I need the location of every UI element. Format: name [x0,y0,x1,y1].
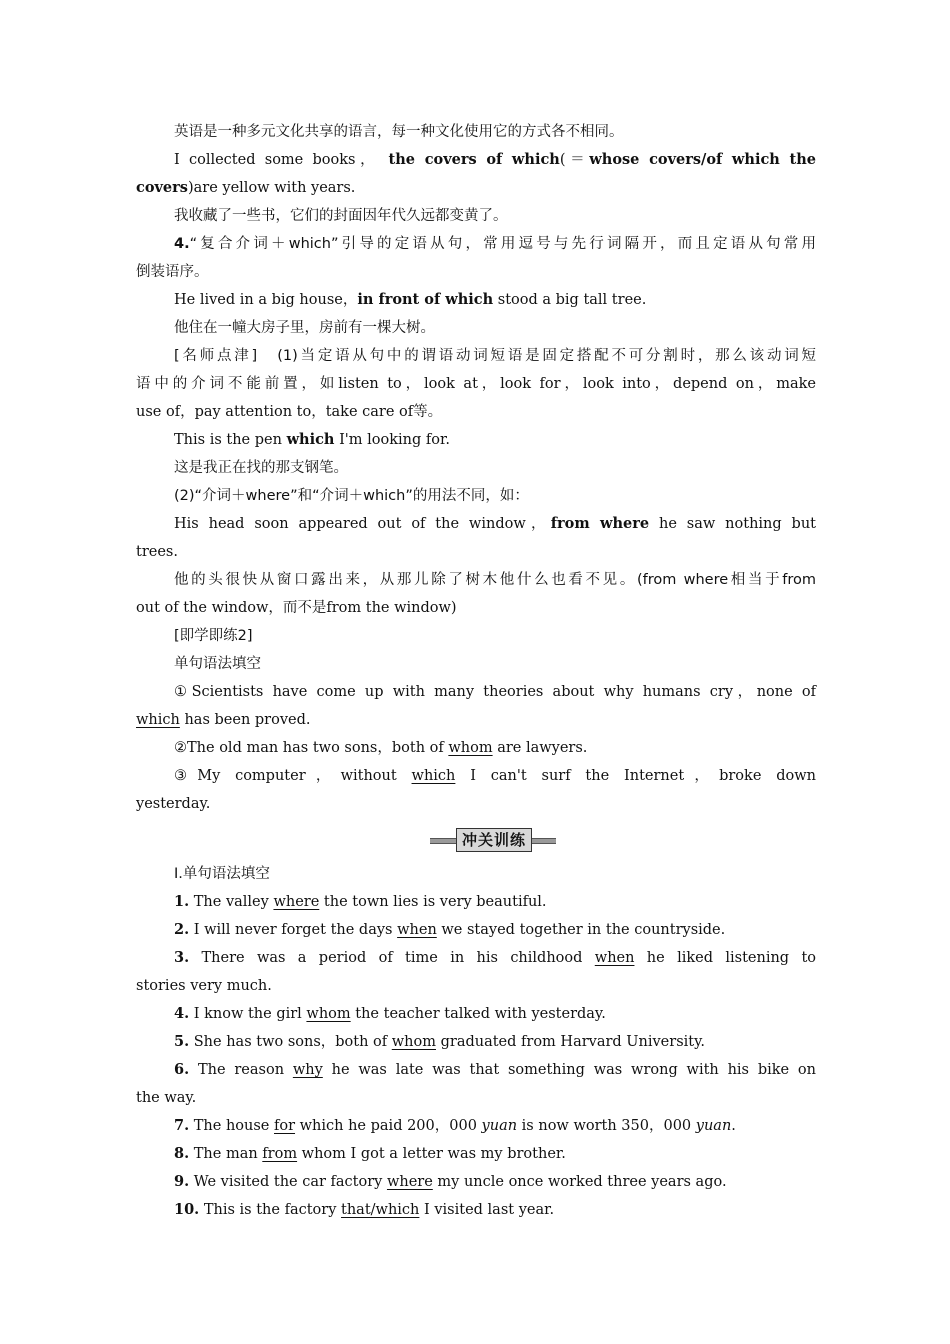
item-number: 6. [174,1061,190,1078]
practice-item: ①Scientists have come up with many theories about why humans cry，none of [174,684,816,700]
answer-blank: whom [391,1034,436,1050]
text-span: I visited last year. [419,1202,555,1218]
text-span: “复合介词＋which”引导的定语从句，常用逗号与先行词隔开，而且定语从句常用 [189,236,816,252]
text-line: 倒装语序。 [136,264,209,280]
text-span: His head soon appeared out of the window， [174,516,551,532]
teacher-tip: [名师点津] (1)当定语从句中的谓语动词短语是固定搭配不可分割时，那么该动词短 [174,348,816,364]
text-span: I collected some books， [174,152,380,168]
answer-blank: where [273,894,320,910]
answer-blank: when [594,950,635,966]
exercise-item [174,888,816,916]
practice-item [174,734,816,762]
translation: 这是我正在找的那支钢笔。 [174,460,348,476]
answer-blank: where [386,1174,433,1190]
text-span: )are yellow with years. [187,180,356,196]
text-span: he was late was that something was wrong with his bike on [322,1062,816,1078]
translation: 他的头很快从窗口露出来，从那儿除了树木他什么也看不见。(from where相当于from [174,572,816,588]
item-number: 9. [174,1173,190,1190]
translation: 他住在一幢大房子里，房前有一棵大树。 [174,320,435,336]
example-sentence-cont [136,174,816,202]
rule-point [174,230,816,258]
exercise-item-cont: stories very much. [136,978,272,994]
text-line: use of，pay attention to，take care of等。 [136,404,443,420]
practice-item-cont: yesterday. [136,796,211,812]
exercise-item [174,1000,816,1028]
answer-blank: which [136,712,180,728]
italic-word: yuan [695,1118,732,1134]
item-number: 4. [174,1005,190,1022]
item-number: 1. [174,893,190,910]
text-span: I will never forget the days [189,922,398,938]
practice-item-cont [136,706,816,734]
text-span: has been proved. [179,712,311,728]
practice-subheading: 单句语法填空 [174,656,261,672]
text-span: I'm looking for. [334,432,450,448]
exercise-heading: Ⅰ.单句语法填空 [174,866,270,882]
text-span: whom I got a letter was my brother. [297,1146,566,1162]
text-span: my uncle once worked three years ago. [432,1174,727,1190]
bold-phrase: in front of which [357,291,494,308]
bold-phrase: which [286,431,335,448]
example-sentence [174,286,816,314]
text-span: . [731,1118,736,1134]
text-span: I know the girl [189,1006,307,1022]
text-span: We visited the car factory [189,1174,387,1190]
example-sentence [174,426,816,454]
text-span: (＝ [559,152,590,168]
bold-phrase: from where [550,515,650,532]
item-number: 5. [174,1033,190,1050]
text-span: This is the factory [199,1202,342,1218]
text-span: which he paid 200，000 [295,1118,482,1134]
text-span: He lived in a big house， [174,292,358,308]
text-span: The house [189,1118,274,1134]
answer-blank: for [274,1118,296,1134]
text-span: ②The old man has two sons，both of [174,740,449,756]
text-span: he liked listening to [634,950,816,966]
text-span: The man [189,1146,263,1162]
text-line: 语中的介词不能前置，如listen to，look at，look for，look into，depend on，make [136,376,816,392]
item-number: 2. [174,921,190,938]
text-span: The valley [189,894,274,910]
exercise-item [174,1028,816,1056]
item-number: 7. [174,1117,190,1134]
text-span: She has two sons，both of [189,1034,392,1050]
practice-item [174,762,816,790]
text-span: the town lies is very beautiful. [319,894,547,910]
italic-word: yuan [481,1118,518,1134]
text-span: This is the pen [174,432,287,448]
item-number: 10. [174,1201,200,1218]
answer-blank: when [397,922,437,938]
text-line: out of the window，而不是from the window) [136,600,457,616]
text-span: we stayed together in the countryside. [436,922,726,938]
exercise-item [174,944,816,972]
text-line: (2)“介词＋where”和“介词＋which”的用法不同，如： [174,488,529,504]
exercise-item [174,1112,816,1140]
answer-blank: why [292,1062,323,1078]
example-sentence [174,510,816,538]
exercise-item [174,916,816,944]
exercise-item [174,1196,816,1224]
text-span: he saw nothing but [649,516,816,532]
exercise-item [174,1140,816,1168]
answer-blank: whom [448,740,493,756]
bold-phrase: covers [136,179,188,196]
text-line: 英语是一种多元文化共享的语言，每一种文化使用它的方式各不相同。 [174,124,624,140]
item-number: 8. [174,1145,190,1162]
bold-phrase: whose covers/of which the [589,151,816,168]
text-span: The reason [189,1062,293,1078]
practice-heading: [即学即练2] [174,628,253,644]
translation: 我收藏了一些书，它们的封面因年代久远都变黄了。 [174,208,508,224]
text-span: ③My computer，without [174,768,412,784]
text-span: graduated from Harvard University. [436,1034,705,1050]
text-span: is now worth 350，000 [517,1118,696,1134]
text-span: I can't surf the Internet，broke down [455,768,816,784]
exercise-item [174,1056,816,1084]
banner-title: 冲关训练 [456,828,532,852]
exercise-item [174,1168,816,1196]
item-number: 3. [174,949,190,966]
text-line: trees. [136,544,178,560]
example-sentence [174,146,816,174]
text-span: the teacher talked with yesterday. [350,1006,606,1022]
text-span: stood a big tall tree. [493,292,647,308]
answer-blank: which [411,768,456,784]
section-banner [430,828,556,852]
point-number: 4. [174,236,190,252]
text-span: There was a period of time in his childhood [189,950,595,966]
bold-phrase: the covers of which [388,151,560,168]
answer-blank: that/which [341,1202,420,1218]
text-span: are lawyers. [492,740,588,756]
answer-blank: from [262,1146,298,1162]
answer-blank: whom [306,1006,351,1022]
exercise-item-cont: the way. [136,1090,197,1106]
